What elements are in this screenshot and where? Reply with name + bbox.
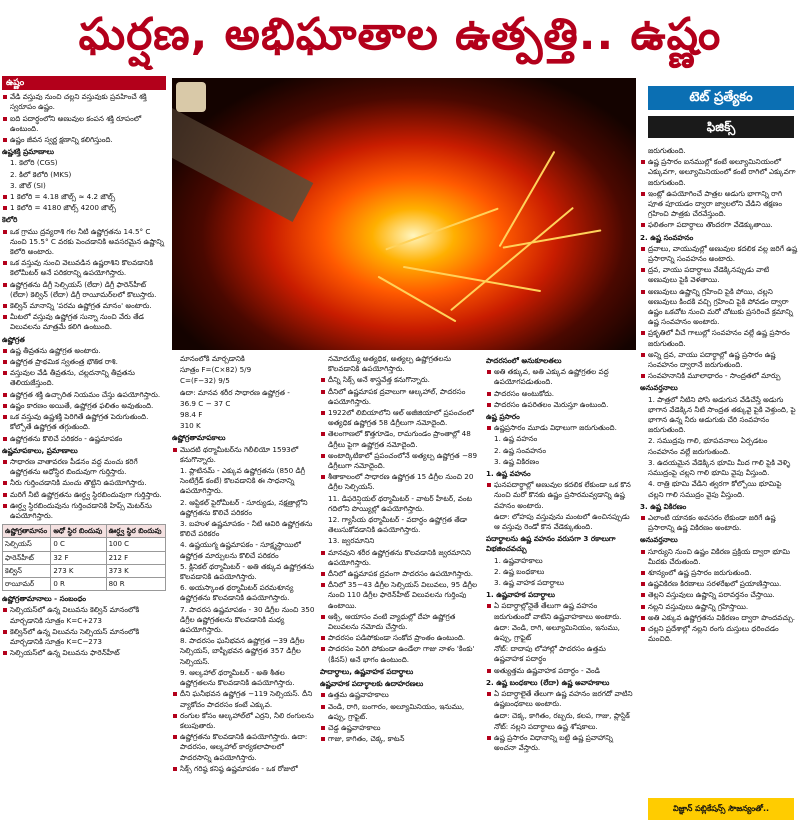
sparks-photo bbox=[172, 78, 636, 350]
stick-graphic bbox=[172, 108, 313, 222]
section-title-heat: ఉష్ణం bbox=[2, 76, 166, 90]
list-item: 6. అయస్కాంత థర్మామీటర్ పరమశూన్య ఉష్ణోగ్రతను కొలవడానికి ఉపయోగిస్తారు. bbox=[180, 583, 294, 603]
paragraph: చెడ్డ ఉష్ణవాహకాలు bbox=[320, 723, 483, 733]
paragraph: సెల్సియస్‌లో ఉన్న విలువను ఫారెన్‌హీట్ bbox=[2, 648, 166, 658]
formula: C=(F−32) 9/5 bbox=[180, 376, 230, 386]
list-item: 1. కెలోరి (CGS) bbox=[10, 158, 58, 168]
table-cell: 0 C bbox=[51, 538, 106, 551]
list-item: 2. ఉష్ణ సంవహనం bbox=[494, 445, 546, 455]
paragraph: ఉష్ణోగ్రతను కొలిచే పరికరం - ఉష్ణమాపకం bbox=[2, 434, 166, 444]
list-item: 3. బహుళ ఉష్ణమాపకం - నీటి ఆవిరి ఉష్ణోగ్రతను కొలిచే పరికరం bbox=[180, 519, 313, 539]
list-item: 8. పాదరసం ఘనీభవన ఉష్ణోగ్రత −39 డిగ్రీల సెల్సియస్, బాష్పీభవన ఉష్ణోగ్రత 357 డిగ్రీల సెల్సియస్. bbox=[180, 636, 305, 666]
paragraph: పాదరసం అంటుకోదు. bbox=[486, 389, 636, 399]
table-row bbox=[3, 538, 166, 551]
paragraph: సాధారణ వాతావరణ పీడనం వద్ద మంచు కరిగే ఉష్ణోగ్రతను అధోస్థిర బిందువుగా గుర్తిస్తారు. bbox=[2, 457, 166, 477]
paragraph: గాజు, కాగితం, చెక్క, కాటన్ bbox=[320, 734, 483, 744]
spark bbox=[378, 276, 457, 323]
list-item: 4. ఉష్ణయుగ్మ ఉష్ణమాపకం - సూక్ష్మస్థాయిలో ఉష్ణోగ్రత మార్పులను కొలిచే పరికరం bbox=[180, 540, 301, 560]
middle-column-1 bbox=[172, 354, 317, 825]
middle-column-3 bbox=[486, 354, 636, 825]
table-row bbox=[3, 564, 166, 577]
paragraph: ఒక వస్తువు ఉష్ణశక్తి పెరిగితే ఉష్ణోగ్రత పెరుగుతుంది. కోల్పోతే ఉష్ణోగ్రత తగ్గుతుంది. bbox=[2, 412, 166, 432]
table-cell: 32 F bbox=[51, 551, 106, 564]
stick-tip-graphic bbox=[176, 82, 206, 112]
paragraph: ఘనపదార్థాల్లో అణువుల కదలిక లేకుండా ఒక కొన నుంచి మరో కొనకు ఉష్ణం ప్రసారమవ్వడాన్ని ఉష్ణ వహనం అంటారు. bbox=[486, 480, 636, 511]
paragraph: అతి ఎక్కువ ఉష్ణోగ్రతను వికిరణం ద్వారా పొందవచ్చు. bbox=[640, 613, 798, 623]
table-header: ఊర్ధ్వ స్థిర బిందువు bbox=[106, 525, 165, 538]
paragraph: ఉష్ణ తీవ్రతను ఉష్ణోగ్రత అంటారు. bbox=[2, 346, 166, 356]
paragraph: మీటలో వస్తువు ఉష్ణోగ్రత సున్నా నుంచి వేరు తేడ విలువలను మాత్రమే కలిగి ఉంటుంది. bbox=[2, 312, 166, 332]
paragraph: ఉత్తమ ఉష్ణవాహకాలు bbox=[320, 690, 483, 700]
table-cell: 273 K bbox=[51, 564, 106, 577]
paragraph: ఉష్ణ ప్రసారం ఐనముల్లో కంటే అల్యూమినియంలో ఎక్కువగా, అల్యూమినియంలో కంటే రాగిలో ఎక్కువగా జరుగుతుంది. bbox=[640, 157, 798, 188]
paragraph: తెలంగాణలో కొత్తగూడెం, రామగుండం ప్రాంతాల్లో 48 డిగ్రీలు పైగా ఉష్ణోగ్రత నమోదైంది. bbox=[320, 429, 483, 449]
table-cell: ఫారెన్‌హీట్ bbox=[3, 551, 51, 564]
list-item: 1. ఉష్ణవాహకాలు bbox=[494, 555, 543, 565]
paragraph: 1 కెలోరి = 4.18 జౌల్స్ ≈ 4.2 జౌల్స్ bbox=[2, 192, 166, 202]
tet-special-tag: టెట్ ప్రత్యేకం bbox=[648, 86, 794, 110]
list-item: 2. ఉష్ణ బంధకాలు bbox=[494, 566, 545, 576]
paragraph: నల్లని వస్తువులు ఉష్ణాన్ని గ్రహిస్తాయి. bbox=[640, 602, 798, 612]
paragraph: పాదరసం పడిపోకుండా సంకోచ ప్రాంతం ఉంటుంది. bbox=[320, 633, 483, 643]
paragraph: ఉదా: లోహపు వస్తువును మంటలో ఉంచినప్పుడు ఆ వస్తువు రెండో కొన వేడెక్కుతుంది. bbox=[494, 511, 630, 532]
paragraph: ద్రవాలు, వాయువుల్లో అణువుల కదలిక వల్ల జరిగే ఉష్ణ ప్రసారాన్ని సంవహనం అంటారు. bbox=[640, 244, 798, 264]
paragraph: నీరు గుర్తించడానికి మంచు తొట్టిని ఉపయోగిస్తారు. bbox=[2, 478, 166, 488]
paragraph: సూర్యుని నుంచి ఉష్ణం వికిరణ ప్రక్రియ ద్వారా భూమి మీదకు చేరుతుంది. bbox=[640, 547, 798, 567]
paragraph: అతి తక్కువ, అతి ఎక్కువ ఉష్ణోగ్రతల వద్ద ఉపయోగపడుతుంది. bbox=[486, 367, 636, 387]
paragraph: శీతాకాలంలో సాధారణ ఉష్ణోగ్రత 15 డిగ్రీల నుంచి 20 డిగ్రీల సెల్సియస్. bbox=[320, 472, 483, 492]
list-item: 3. ఉష్ణ వికిరణం bbox=[494, 456, 539, 466]
list-item: 2. సముద్రపు గాలి, భూపవనాలు ఏర్పడటం సంవహనం వల్లే జరుగుతుంది. bbox=[648, 436, 768, 456]
table-cell: రాయీమర్ bbox=[3, 577, 51, 590]
value: 98.4 F bbox=[180, 410, 203, 420]
paragraph: వస్తువుల వేడి తీవ్రతను, చల్లదనాన్ని తీవ్రతను తెలియజేస్తుంది. bbox=[2, 368, 166, 388]
paragraph: ద్రవ, వాయు పదార్థాలు వేడెక్కినప్పుడు వాటి అణువులు పైకి వెళతాయి. bbox=[640, 265, 798, 285]
paragraph: తెల్లని వస్తువులు ఉష్ణాన్ని పరావర్తనం చేస్తాయి. bbox=[640, 590, 798, 600]
paragraph: దీనిలో ఉష్ణమాపక ద్రవాలుగా ఆల్కహాల్, పాదరసం ఉపయోగిస్తారు. bbox=[320, 387, 483, 407]
subheading: 1. ఉష్ణవాహక పదార్థాలు bbox=[486, 590, 556, 600]
credit-tag: విజ్ఞాన్ పబ్లికేషన్స్ సౌజన్యంతో.. bbox=[648, 798, 794, 820]
subheading: పదార్థాలను ఉష్ణ వహనం వరుసగా 3 రకాలుగా విభజించవచ్చు bbox=[486, 534, 616, 554]
headline: ఘర్షణ, అభిఘాతాల ఉత్పత్తి.. ఉష్ణం bbox=[78, 9, 722, 60]
paragraph: కెల్విన్ మానాన్ని 'పరమ ఉష్ణోగ్రత మానం' అంటారు. bbox=[2, 301, 166, 311]
table-cell: కెల్విన్ bbox=[3, 564, 51, 577]
subheading: కెలోరి bbox=[2, 215, 18, 225]
table-cell: సెల్సియస్ bbox=[3, 538, 51, 551]
list-item: 3. ఉదయమైన వేడెక్కిన భూమి మీద గాలి పైకి వెళ్ళి సముద్రంపై చల్లని గాలి భూమి వైపు వీస్తుంది. bbox=[648, 457, 791, 478]
left-column bbox=[2, 76, 166, 825]
table-cell: 373 K bbox=[106, 564, 165, 577]
paragraph: ఉష్ణ ప్రసారం విధానాన్ని బట్టి ఉష్ణ ప్రవాహాన్ని అంచనా వేస్తారు. bbox=[486, 733, 636, 753]
subheading: ఉష్ణమాపకాలు, ప్రమాణాలు bbox=[2, 445, 78, 455]
table-row bbox=[3, 577, 166, 590]
subheading: ఉష్ణ ప్రసారం bbox=[486, 412, 520, 422]
list-item: 4. రాత్రి భూమి వేడిని త్వరగా కోల్పోయి భూమిపై చల్లని గాలి సముద్రం వైపు వీస్తుంది. bbox=[648, 479, 782, 499]
paragraph: అన్ని ద్రవ, వాయు పదార్థాల్లో ఉష్ణ ప్రసారం ఉష్ణ సంవహనం ద్వారానే జరుగుతుంది. bbox=[640, 350, 798, 370]
subheading: ఉష్ణవాహక పదార్థాలకు ఉదాహరణలు bbox=[320, 679, 424, 689]
subheading: అనువర్తనాలు bbox=[640, 383, 678, 393]
table-header: అధో స్థిర బిందువు bbox=[51, 525, 106, 538]
paragraph: దీన్ని సిక్స్ అనే శాస్త్రవేత్త కనుగొన్నారు. bbox=[320, 375, 483, 385]
paragraph: ఒక గ్రాము ద్రవ్యరాశి గల నీటి ఉష్ణోగ్రతను 14.5° C నుంచి 15.5° C వరకు పెంచడానికి అవసరమైన ఉష్ణాన్ని కెలోరి అంటారు. bbox=[2, 227, 166, 258]
paragraph: ఉష్ణం కారణం అయితే, ఉష్ణోగ్రత ఫలితం అవుతుంది. bbox=[2, 401, 166, 411]
paragraph: మొదటి థర్మామీటర్‌ను గెలీలియో 1593లో కనుగొన్నారు. bbox=[172, 445, 317, 465]
list-item: 1. ఉష్ణ వహనం bbox=[494, 434, 538, 444]
list-item: 3. ఉష్ణ వాహక పదార్థాలు bbox=[494, 578, 565, 588]
paragraph: నోట్: నల్లని పదార్థాలు ఉష్ణ శోషకాలు. bbox=[494, 721, 598, 731]
subject-tag: ఫిజిక్స్ bbox=[648, 116, 794, 138]
table-header-row bbox=[3, 525, 166, 538]
paragraph: మరిగే నీటి ఉష్ణోగ్రతను ఊర్ధ్వ స్థిరబిందువుగా గుర్తిస్తారు. bbox=[2, 490, 166, 500]
paragraph: 1 కెలోరి = 4180 జౌల్స్ 4200 జౌల్స్ bbox=[2, 203, 166, 213]
table-cell: 0 R bbox=[51, 577, 106, 590]
paragraph: అణువులు ఉష్ణాన్ని గ్రహించి పైకి పోయి, చల్లని అణువులు కిందకి వచ్చి గ్రహించి పైకి పోవడం ద్వారా ఉష్ణం ఒకచోట నుంచి మరో చోటుకు ప్రసరించే క్రమాన్ని ఉష్ణ సంవహనం అంటారు. bbox=[640, 287, 798, 328]
list-item: 3. జౌల్ (SI) bbox=[10, 180, 46, 190]
paragraph: దీనిలో ఉష్ణమాపక ద్రవంగా పాదరసం ఉపయోగిస్తారు. bbox=[320, 569, 483, 579]
list-item: 2. ఆప్టికల్ పైరోమీటర్ - సూర్యుడు, నక్షత్రాల్లోని ఉష్ణోగ్రతను కొలిచే పరికరం bbox=[180, 497, 308, 517]
spark bbox=[403, 266, 541, 292]
paragraph: ఉష్ణప్రసారం మూడు విధాలుగా జరుగుతుంది. bbox=[486, 423, 636, 433]
paragraph: కెల్విన్‌లో ఉన్న విలువను సెల్సియస్ మానంలోకి మార్చడానికి సూత్రం K=C−273 bbox=[2, 627, 166, 647]
paragraph: ఊర్ధ్వ స్థిరబిందువును గుర్తించడానికి హిప్స్ మెటర్‌ను ఉపయోగిస్తారు. bbox=[2, 501, 166, 521]
temperature-scale-table bbox=[2, 524, 166, 591]
spark bbox=[503, 229, 602, 248]
subheading: ఉష్ణశక్తి ప్రమాణాలు bbox=[2, 147, 55, 157]
paragraph: పాదరసం పెరిగి పోకుండా ఉండేలా గాజు నాళం 'కింకు' (కీనస్) అనే భాగం ఉంటుంది. bbox=[320, 644, 483, 664]
table-header: ఉష్ణోగ్రతామానం bbox=[3, 525, 51, 538]
right-column bbox=[640, 146, 798, 794]
spark bbox=[385, 208, 498, 251]
paragraph: ఉదా: చెక్క, కాగితం, రబ్బరు, కలప, గాజు, ప్లాస్టిక్ bbox=[494, 710, 630, 720]
list-item: 5. క్లినికల్ థర్మామీటర్ - అతి తక్కువ ఉష్ణోగ్రతను కొలవడానికి ఉపయోగిస్తారు. bbox=[180, 561, 314, 582]
paragraph: ఇంట్లో ఉపయోగించే పాత్రల అడుగు భాగాన్ని రాగి పూత పూయడం ద్వారా జ్వాలలోని వేడిని తక్షణం గ్రహించి పాత్రకు చేరవేస్తుంది. bbox=[640, 189, 798, 220]
list-item: 1. ప్లాటినమ్ - ఎక్కువ ఉష్ణోగ్రతను (850 డిగ్రీ సెంటిగ్రేడ్ కంటే) కొలవడానికి ఈ సాధనాన్ని ఉపయోగిస్తారు. bbox=[180, 466, 305, 496]
paragraph: ఫలితంగా పదార్థాలు తొందరగా వేడెక్కుతాయి. bbox=[640, 220, 798, 230]
paragraph: శూన్యంలో ఉష్ణ ప్రసారం జరుగుతుంది. bbox=[640, 568, 798, 578]
subheading: ఉష్ణోగ్రతామాపకాలు bbox=[172, 433, 226, 443]
paragraph: సెల్సియస్‌లో ఉన్న విలువను కెల్విన్ మానంలోకి మార్చడానికి సూత్రం K=C+273 bbox=[2, 605, 166, 625]
subheading: అనువర్తనాలు bbox=[640, 535, 678, 545]
table-cell: 100 C bbox=[106, 538, 165, 551]
paragraph: ఏ పదార్థాల్లోనైతే తేలుగా ఉష్ణ వహనం జరుగుతుందో వాటిని ఉష్ణవాహకాలు అంటారు. bbox=[486, 601, 636, 621]
list-item: 9. ఆల్కహాల్ థర్మామీటర్ - అతి శీతల ఉష్ణోగ్రతలను కొలవడానికి ఉపయోగిస్తారు. bbox=[180, 667, 295, 688]
paragraph: మానంలోకి మార్చడానికి bbox=[180, 354, 245, 363]
paragraph: ఉష్ణోగ్రత ప్రాథమిక స్వతంత్ర భౌతిక రాశి. bbox=[2, 357, 166, 367]
paragraph: ఉష్ణోగ్రతను డిగ్రీ సెల్సియస్ (లేదా) డిగ్రీ ఫారెన్‌హీట్ (లేదా) కెల్విన్ (లేదా) డిగ్రీ రాయీమర్‌లలో కొలుస్తారు. bbox=[2, 280, 166, 300]
paragraph: పాదరసం ఉపరితలం మెరుస్తూ ఉంటుంది. bbox=[486, 400, 636, 410]
paragraph: ఉష్ణోగ్రతను కొలవడానికి ఉపయోగిస్తారు. ఉదా: పాదరసం, ఆల్కహాల్ కార్యకలాపాలలో పాదరసాన్ని ఉపయోగిస్తారు. bbox=[172, 732, 317, 763]
paragraph: ప్రకృతిలో వీచే గాలుల్లో సంవహనం వల్లే ఉష్ణ ప్రసారం జరుగుతుంది. bbox=[640, 328, 798, 348]
paragraph: ఎలాంటి యానకం అవసరం లేకుండా జరిగే ఉష్ణ ప్రసారాన్ని ఉష్ణ వికిరణం అంటారు. bbox=[640, 513, 798, 533]
middle-column-2 bbox=[320, 354, 483, 825]
value: 36.9 C − 37 C bbox=[180, 398, 231, 408]
paragraph: మానవుని శరీర ఉష్ణోగ్రతను కొలవడానికి జ్వరమానిని ఉపయోగిస్తారు. bbox=[320, 548, 483, 568]
list-item: 7. పాదరస ఉష్ణమాపకం - 30 డిగ్రీల నుంచి 350 డిగ్రీల ఉష్ణోగ్రతలను కొలవడానికి మధ్య ఉపయోగిస్తారు. bbox=[180, 604, 315, 635]
paragraph: దీనిలో 35−43 డిగ్రీల సెల్సియస్ విలువలు, 95 డిగ్రీల నుంచి 110 డిగ్రీల ఫారెన్‌హీట్ విలువలను గుర్తింపు ఉంటాయి. bbox=[320, 580, 483, 611]
list-item: 2. కిలో కెలోరి (MKS) bbox=[10, 169, 72, 179]
paragraph: 1922లో లిబియాలోని ఆల్ అజీజియాలో ప్రపంచంలో అత్యధిక ఉష్ణోగ్రత 58 డిగ్రీలుగా నమోదైంది. bbox=[320, 408, 483, 428]
subheading: ఉష్ణోగ్రతామానాలు - సంబంధం bbox=[2, 594, 87, 604]
paragraph: వెండి, రాగి, బంగారం, అల్యూమినియం, ఇనుము, ఉప్పు, గ్రాఫైట్. bbox=[320, 702, 483, 722]
list-item: 11. డిఫరెన్షియల్ థర్మామీటర్ - వాటర్ హీటర్, వంట గదిలోని పొయ్యిల్లో ఉపయోగిస్తారు. bbox=[328, 493, 473, 513]
paragraph: రంగుల కోసం ఆల్కహాల్‌లో ఎర్రని, నీలి రంగులను కలుపుతారు. bbox=[172, 711, 317, 731]
paragraph: ఉదా: వెండి, రాగి, అల్యూమినియం, ఇనుము, ఉప్పు, గ్రాఫైట్ bbox=[494, 622, 620, 643]
paragraph: ఒక వస్తువు నుంచి వెలువడిన ఉష్ణరాశిని కొలవడానికి కెలోమీటర్ అనే పరికరాన్ని ఉపయోగిస్తారు. bbox=[2, 258, 166, 278]
table-cell: 80 R bbox=[106, 577, 165, 590]
value: 310 K bbox=[180, 421, 201, 431]
paragraph: నోట్: దాదాపు లోహాల్లో పాదరసం ఉత్తమ ఉష్ణవాహక పదార్థం bbox=[494, 644, 606, 664]
paragraph: ఆక్సి, ఆయాసం వంటి వ్యాధుల్లో దేహ ఉష్ణోగ్రత విలువలను నమోదు చేస్తారు. bbox=[320, 612, 483, 632]
paragraph: ఉష్ణోగ్రత శక్తి ఉచ్చారిత నియమం చేస్తు ఉపయోగిస్తారు. bbox=[2, 390, 166, 400]
paragraph: ఉష్ణవికిరణ కిరణాలు సరళరేఖలో ప్రయాణిస్తాయి. bbox=[640, 579, 798, 589]
paragraph: సిక్స్ గరిష్ఠ కనిష్ఠ ఉష్ణమాపకం - ఒక రోజులో bbox=[172, 764, 317, 774]
paragraph: ఏ పదార్థాలైతే తేలుగా ఉష్ణ వహనం జరగదో వాటిని ఉష్ణబంధకాలు అంటారు. bbox=[486, 689, 636, 709]
subheading: 1. ఉష్ణ వహనం bbox=[486, 469, 531, 479]
formula: సూత్రం F=(C×82) 5/9 bbox=[180, 365, 252, 375]
subheading: 2. ఉష్ణ బంధకాలు (లేదా) ఉష్ణ అవాహకాలు bbox=[486, 677, 610, 687]
list-item: 1. పాత్రలో నీటిని పోసి అడుగున వేడిచేస్తే అడుగు భాగాన వేడెక్కిన నీటి సాంద్రత తక్కువై పైకి వెళ్తుంది, పై భాగాన ఉన్న నీరు అడుగుకు చేరి సంవహనం జరుగుతుంది. bbox=[648, 394, 796, 435]
subheading: పాదరసంలో అనుకూలతలు bbox=[486, 356, 562, 365]
paragraph: అత్యుత్తమ ఉష్ణవాహక పదార్థం - వెండి bbox=[486, 666, 636, 676]
subheading: 3. ఉష్ణ వికిరణం bbox=[640, 501, 687, 511]
subheading: ఉష్ణోగ్రత bbox=[2, 334, 25, 344]
paragraph: నమోదయ్యే అత్యధిక, అత్యల్ప ఉష్ణోగ్రతలను కొలవడానికి ఉపయోగిస్తారు. bbox=[328, 354, 451, 374]
table-row bbox=[3, 551, 166, 564]
paragraph: చల్లని ప్రదేశాల్లో నల్లని రంగు దుస్తులు ధరించడం మంచిది. bbox=[640, 624, 798, 644]
paragraph: సంవహనానికి మూలాధారం - సాంద్రతలో మార్పు bbox=[640, 371, 798, 381]
paragraph: వేడి వస్తువు నుంచి చల్లని వస్తువుకు ప్రవహించే శక్తి స్వరూపం ఉష్ణం. bbox=[2, 92, 166, 112]
list-item: 13. జ్వరమానిని bbox=[328, 536, 375, 546]
subheading: 2. ఉష్ణ సంవహనం bbox=[640, 232, 694, 242]
subheading: పాదార్థాలు, ఉష్ణవాహక పదార్థాలు bbox=[320, 666, 414, 676]
paragraph: ఉష్ణం జీవన స్వర్ణ క్షణాన్ని కలిగిస్తుంది. bbox=[2, 135, 166, 145]
paragraph: జరుగుతుంది. bbox=[648, 146, 686, 155]
paragraph: ఐది పదార్థంలోని అణువుల కంపన శక్తి రూపంలో ఉంటుంది. bbox=[2, 114, 166, 134]
paragraph: ఉదా: మానవ శరీర సాధారణ ఉష్ణోగ్రత - bbox=[180, 387, 290, 397]
table-cell: 212 F bbox=[106, 551, 165, 564]
list-item: 12. గ్యాసీయ థర్మామీటర్ - వదార్థం ఉష్ణోగ్రత తేడా తెలుసుకోవడానికి ఉపయోగిస్తారు. bbox=[328, 515, 468, 535]
paragraph: అంటార్కిటికాలో ప్రపంచంలోనే అత్యల్ప ఉష్ణోగ్రత −89 డిగ్రీలుగా నమోదైంది. bbox=[320, 451, 483, 471]
spark bbox=[499, 151, 556, 247]
paragraph: దీని ఘనీభవన ఉష్ణోగ్రత −119 సెల్సియస్. దీని వ్యాకోచం పాదరసం కంటే ఎక్కువ. bbox=[172, 689, 317, 709]
